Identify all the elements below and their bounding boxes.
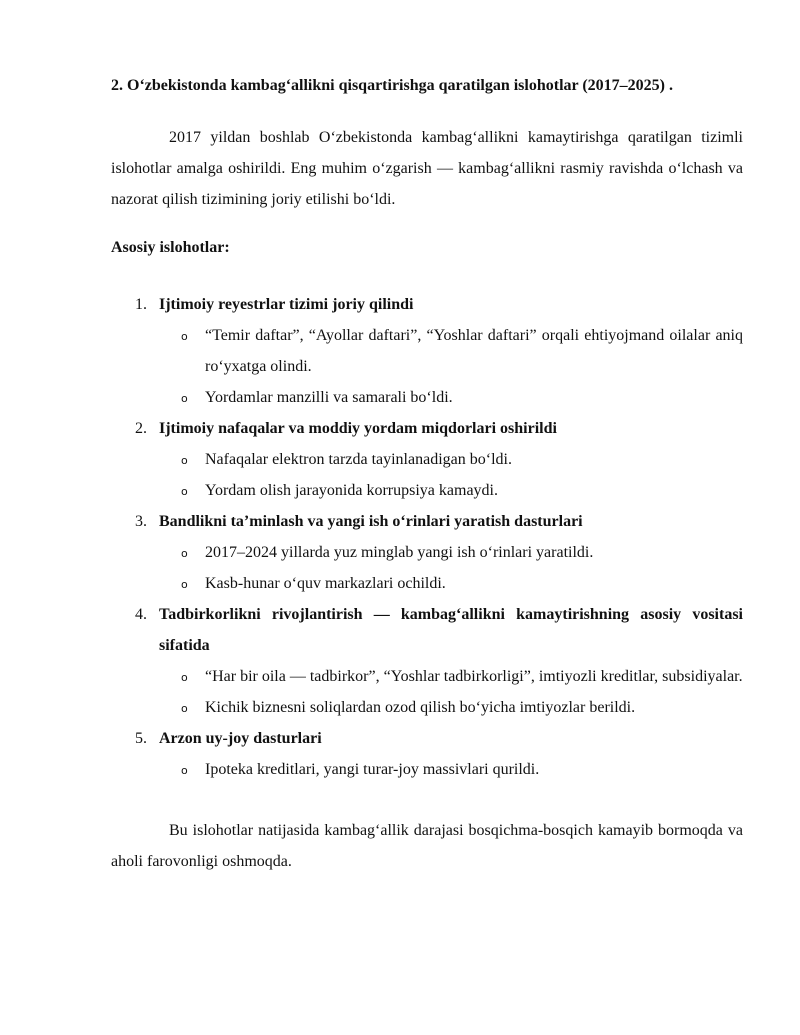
section-heading: 2. O‘zbekistonda kambag‘allikni qisqartirishga qaratilgan islohotlar (2017–2025) .: [111, 77, 673, 94]
reform-sublist: [111, 754, 743, 785]
reform-number: 1.: [135, 296, 147, 313]
reform-sublist: [111, 661, 743, 723]
sub-item: [181, 754, 743, 785]
bullet-icon: o: [181, 578, 188, 591]
reform-title: Ijtimoiy nafaqalar va moddiy yordam miqdorlari oshirildi: [159, 420, 557, 437]
bullet-icon: o: [181, 392, 188, 405]
reform-title: Bandlikni ta’minlash va yangi ish o‘rinlari yaratish dasturlari: [159, 513, 583, 530]
document-page: [111, 70, 743, 877]
sub-item: [181, 692, 743, 723]
bullet-icon: o: [181, 547, 188, 560]
reform-item: [111, 289, 743, 413]
sub-item-text: Yordam olish jarayonida korrupsiya kamaydi.: [205, 482, 498, 499]
sub-item: [181, 475, 743, 506]
sub-item-text: 2017–2024 yillarda yuz minglab yangi ish o‘rinlari yaratildi.: [205, 544, 594, 561]
sub-item-text: Nafaqalar elektron tarzda tayinlanadigan bo‘ldi.: [205, 451, 512, 468]
sub-item-text: Yordamlar manzilli va samarali bo‘ldi.: [205, 389, 453, 406]
conclusion-paragraph: Bu islohotlar natijasida kambag‘allik darajasi bosqichma-bosqich kamayib bormoqda va aholi farovonligi oshmoqda.: [111, 822, 743, 870]
reform-sublist: [111, 320, 743, 413]
sub-item: [181, 537, 743, 568]
reform-title: Tadbirkorlikni rivojlantirish — kambag‘allikni kamaytirishning asosiy vositasi sifatida: [159, 606, 743, 654]
sub-item-text: “Har bir oila — tadbirkor”, “Yoshlar tadbirkorligi”, imtiyozli kreditlar, subsidiyalar.: [205, 668, 743, 685]
bullet-icon: o: [181, 702, 188, 715]
reform-item: [111, 413, 743, 506]
sub-item-text: “Temir daftar”, “Ayollar daftari”, “Yoshlar daftari” orqali ehtiyojmand oilalar aniq ro‘yxatga olindi.: [205, 327, 743, 375]
reform-number: 2.: [135, 420, 147, 437]
sub-item-text: Ipoteka kreditlari, yangi turar-joy massivlari qurildi.: [205, 761, 540, 778]
bullet-icon: o: [181, 485, 188, 498]
reform-title: Arzon uy-joy dasturlari: [159, 730, 322, 747]
subheading: Asosiy islohotlar:: [111, 239, 230, 256]
reform-item: [111, 599, 743, 723]
sub-item: [181, 661, 743, 692]
sub-item-text: Kasb-hunar o‘quv markazlari ochildi.: [205, 575, 446, 592]
reform-number: 3.: [135, 513, 147, 530]
reform-item: [111, 723, 743, 785]
sub-item: [181, 320, 743, 382]
bullet-icon: o: [181, 764, 188, 777]
intro-paragraph: 2017 yildan boshlab O‘zbekistonda kambag‘allikni kamaytirishga qaratilgan tizimli islohotlar amalga oshirildi. Eng muhim o‘zgarish — kambag‘allikni rasmiy ravishda o‘lchash va nazorat qilish tizimining joriy etilishi bo‘ldi.: [111, 129, 743, 208]
bullet-icon: o: [181, 454, 188, 467]
reforms-list: [111, 289, 743, 785]
sub-item-text: Kichik biznesni soliqlardan ozod qilish bo‘yicha imtiyozlar berildi.: [205, 699, 636, 716]
reform-item: [111, 506, 743, 599]
sub-item: [181, 382, 743, 413]
reform-sublist: [111, 537, 743, 599]
sub-item: [181, 444, 743, 475]
reform-number: 5.: [135, 730, 147, 747]
reform-sublist: [111, 444, 743, 506]
bullet-icon: o: [181, 671, 188, 684]
reform-title: Ijtimoiy reyestrlar tizimi joriy qilindi: [159, 296, 414, 313]
bullet-icon: o: [181, 330, 188, 343]
reform-number: 4.: [135, 606, 147, 623]
sub-item: [181, 568, 743, 599]
